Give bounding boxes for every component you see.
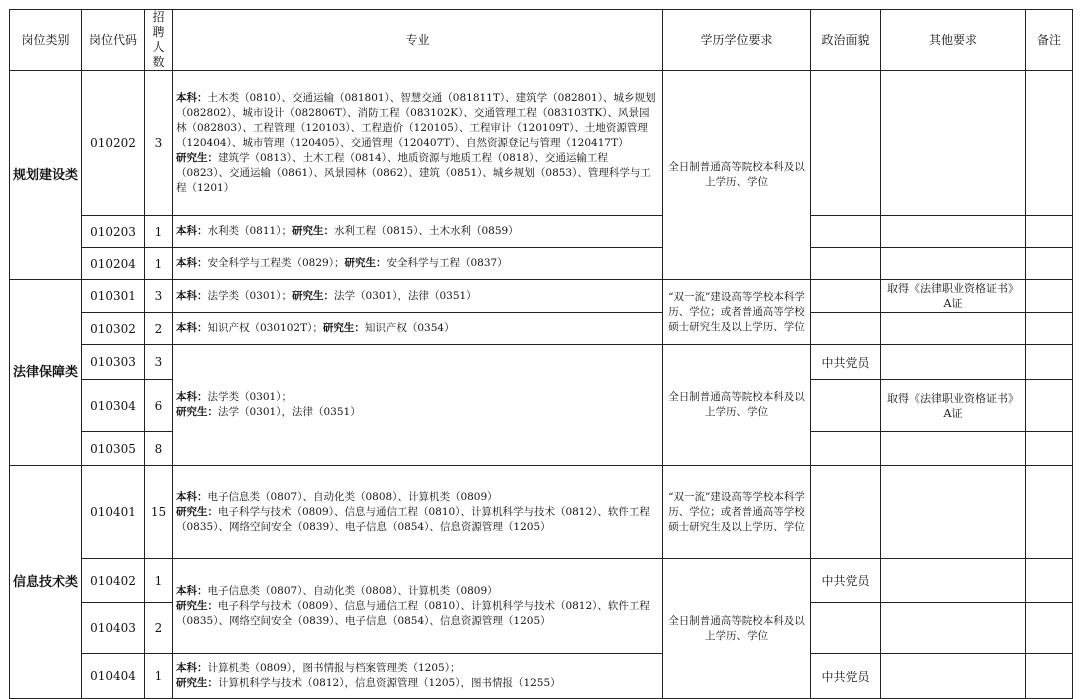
post-code: 010402 <box>82 559 145 603</box>
other-cell <box>881 559 1026 603</box>
grad-label: 研究生： <box>291 225 334 237</box>
major-cell <box>173 216 663 248</box>
note-cell <box>1026 216 1073 248</box>
major-cell <box>173 466 663 559</box>
other-cell <box>881 345 1026 380</box>
major-grad: 法学（0301），法律（0351） <box>333 289 477 302</box>
category-it: 信息技术类 <box>10 466 82 699</box>
header-code: 岗位代码 <box>82 10 145 71</box>
education-requirement: 全日制普通高等院校本科及以上学历、学位 <box>663 71 811 280</box>
education-requirement: 全日制普通高等院校本科及以上学历、学位 <box>663 559 811 699</box>
major-cell <box>173 71 663 216</box>
other-cell <box>881 248 1026 280</box>
other-cell <box>881 654 1026 699</box>
political-cell <box>811 432 881 466</box>
education-requirement: “双一流”建设高等学校本科学历、学位；或者普通高等学校硕士研究生及以上学历、学位 <box>663 280 811 345</box>
header-row <box>10 10 1073 71</box>
post-code: 010203 <box>82 216 145 248</box>
grad-label: 研究生： <box>176 505 218 518</box>
political-cell <box>811 313 881 345</box>
major-cell <box>173 313 663 345</box>
undergrad-label: 本科： <box>176 289 208 302</box>
post-code: 010304 <box>82 380 145 432</box>
major-grad: 安全科学与工程（0837） <box>386 257 508 269</box>
post-code: 010301 <box>82 280 145 313</box>
recruit-count: 3 <box>145 71 173 216</box>
major-undergrad: 土木类（0810）、交通运输（081801）、智慧交通（081811T）、建筑学（082801）、城乡规划（082802）、城市设计（082806T）、消防工程（083102K）、交通管理工程（083103TK）、风景园林（082803）、工程管理（120103）、工程造价（120105）、工程审计（120109T）、土地资源管理（120404）、城市管理（120405）、交通管理（120407T）、自然资源登记与管理（120417T） <box>176 91 656 149</box>
recruit-count: 1 <box>145 216 173 248</box>
undergrad-label: 本科： <box>176 584 208 597</box>
header-note: 备注 <box>1026 10 1073 71</box>
undergrad-label: 本科： <box>176 662 208 674</box>
post-code: 010403 <box>82 603 145 654</box>
table-row <box>10 466 1073 559</box>
education-requirement: 全日制普通高等院校本科及以上学历、学位 <box>663 345 811 466</box>
recruit-count: 1 <box>145 248 173 280</box>
other-cell <box>881 432 1026 466</box>
undergrad-label: 本科： <box>176 322 208 334</box>
undergrad-label: 本科： <box>176 391 208 403</box>
header-other: 其他要求 <box>881 10 1026 71</box>
political-requirement: 中共党员 <box>811 345 881 380</box>
undergrad-label: 本科： <box>176 225 208 237</box>
major-undergrad: 法学类（0301）； <box>207 289 292 302</box>
post-code: 010202 <box>82 71 145 216</box>
recruit-count: 3 <box>145 345 173 380</box>
grad-label: 研究生： <box>176 151 218 164</box>
note-cell <box>1026 71 1073 216</box>
header-education: 学历学位要求 <box>663 10 811 71</box>
undergrad-label: 本科： <box>176 257 208 269</box>
header-political: 政治面貌 <box>811 10 881 71</box>
other-cell <box>881 313 1026 345</box>
note-cell <box>1026 654 1073 699</box>
post-code: 010204 <box>82 248 145 280</box>
category-planning: 规划建设类 <box>10 71 82 280</box>
major-cell <box>173 280 663 313</box>
table-row <box>10 248 1073 280</box>
grad-label: 研究生： <box>176 599 218 612</box>
note-cell <box>1026 432 1073 466</box>
major-cell <box>173 559 663 654</box>
post-code: 010305 <box>82 432 145 466</box>
major-grad: 知识产权（0354） <box>364 322 455 334</box>
major-grad: 电子科学与技术（0809）、信息与通信工程（0810）、计算机科学与技术（0812）、软件工程（0835）、网络空间安全（0839）、电子信息（0854）、信息资源管理（1205） <box>176 599 650 627</box>
note-cell <box>1026 248 1073 280</box>
table-row <box>10 71 1073 216</box>
recruit-count: 1 <box>145 559 173 603</box>
recruit-count: 2 <box>145 603 173 654</box>
major-grad: 法学（0301），法律（0351） <box>218 406 361 418</box>
note-cell <box>1026 313 1073 345</box>
political-cell <box>811 248 881 280</box>
other-cell <box>881 216 1026 248</box>
header-category: 岗位类别 <box>10 10 82 71</box>
grad-label: 研究生： <box>176 677 218 689</box>
political-cell <box>811 280 881 313</box>
grad-label: 研究生： <box>322 322 365 334</box>
note-cell <box>1026 559 1073 603</box>
political-cell <box>811 603 881 654</box>
major-grad: 电子科学与技术（0809）、信息与通信工程（0810）、计算机科学与技术（0812）、软件工程（0835）、网络空间安全（0839）、电子信息（0854）、信息资源管理（1205） <box>176 505 650 533</box>
grad-label: 研究生： <box>344 257 387 269</box>
other-requirement: 取得《法律职业资格证书》A证 <box>881 380 1026 432</box>
political-cell <box>811 71 881 216</box>
other-cell <box>881 71 1026 216</box>
post-code: 010302 <box>82 313 145 345</box>
note-cell <box>1026 345 1073 380</box>
education-requirement: “双一流”建设高等学校本科学历、学位；或者普通高等学校硕士研究生及以上学历、学位 <box>663 466 811 559</box>
other-requirement: 取得《法律职业资格证书》A证 <box>881 280 1026 313</box>
political-cell <box>811 466 881 559</box>
major-cell <box>173 345 663 466</box>
note-cell <box>1026 466 1073 559</box>
recruit-count: 1 <box>145 654 173 699</box>
table-row <box>10 654 1073 699</box>
major-undergrad: 知识产权（030102T）； <box>207 322 323 334</box>
political-requirement: 中共党员 <box>811 654 881 699</box>
major-cell <box>173 654 663 699</box>
other-cell <box>881 603 1026 654</box>
major-cell <box>173 248 663 280</box>
major-grad: 水利工程（0815）、土木水利（0859） <box>333 225 519 237</box>
undergrad-label: 本科： <box>176 91 208 104</box>
recruit-count: 15 <box>145 466 173 559</box>
recruitment-table <box>9 9 1073 699</box>
table-row <box>10 216 1073 248</box>
note-cell <box>1026 603 1073 654</box>
major-undergrad: 电子信息类（0807）、自动化类（0808）、计算机类（0809） <box>207 490 498 503</box>
political-requirement: 中共党员 <box>811 559 881 603</box>
recruit-count: 2 <box>145 313 173 345</box>
major-grad: 建筑学（0813）、土木工程（0814）、地质资源与地质工程（0818）、交通运输工程（0823）、交通运输（0861）、风景园林（0862）、建筑（0851）、城乡规划（0853）、管理科学与工程（1201） <box>176 151 651 194</box>
other-cell <box>881 466 1026 559</box>
header-count: 招聘人数 <box>145 10 173 71</box>
note-cell <box>1026 280 1073 313</box>
table-row <box>10 280 1073 313</box>
political-cell <box>811 380 881 432</box>
major-undergrad: 水利类（0811）； <box>207 225 292 237</box>
political-cell <box>811 216 881 248</box>
undergrad-label: 本科： <box>176 490 208 503</box>
header-major: 专业 <box>173 10 663 71</box>
category-law: 法律保障类 <box>10 280 82 466</box>
table-row <box>10 313 1073 345</box>
major-undergrad: 电子信息类（0807）、自动化类（0808）、计算机类（0809） <box>207 584 498 597</box>
recruit-count: 6 <box>145 380 173 432</box>
note-cell <box>1026 380 1073 432</box>
major-undergrad: 计算机类（0809），图书情报与档案管理类（1205）； <box>207 662 461 674</box>
table-row <box>10 345 1073 380</box>
major-undergrad: 安全科学与工程类（0829）； <box>207 257 345 269</box>
major-undergrad: 法学类（0301）； <box>207 391 292 403</box>
recruit-count: 3 <box>145 280 173 313</box>
post-code: 010303 <box>82 345 145 380</box>
post-code: 010404 <box>82 654 145 699</box>
grad-label: 研究生： <box>176 406 218 418</box>
recruit-count: 8 <box>145 432 173 466</box>
grad-label: 研究生： <box>291 289 334 302</box>
table-row <box>10 559 1073 603</box>
post-code: 010401 <box>82 466 145 559</box>
major-grad: 计算机科学与技术（0812），信息资源管理（1205），图书情报（1255） <box>218 677 561 689</box>
